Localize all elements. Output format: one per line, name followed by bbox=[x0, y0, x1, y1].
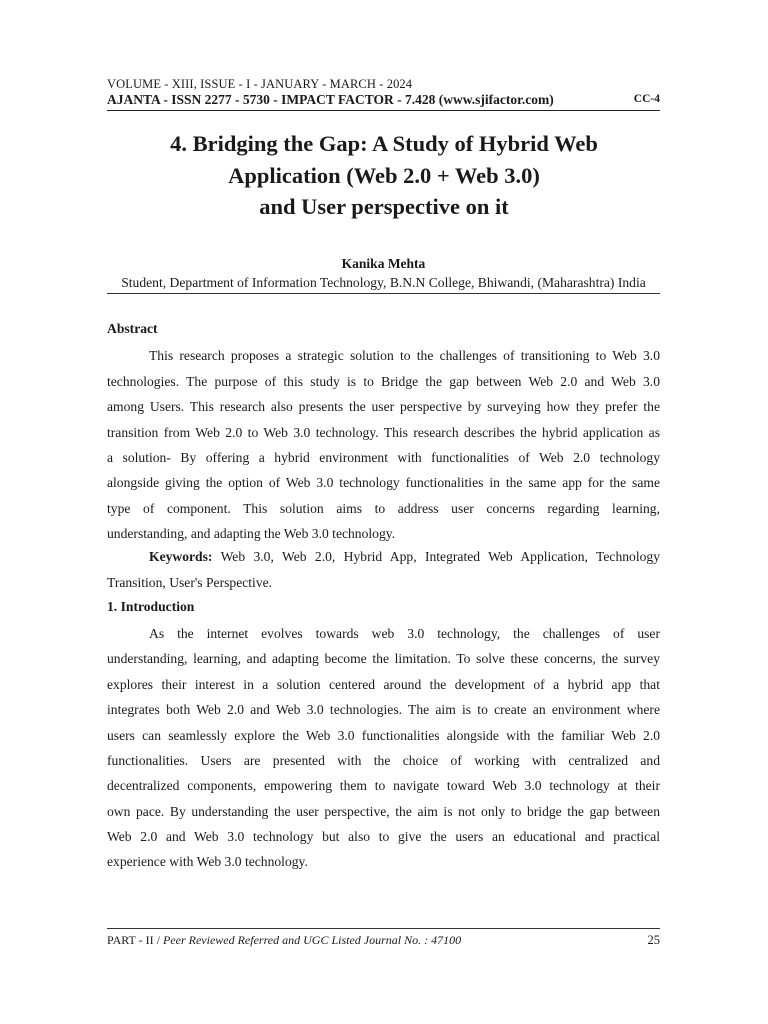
keywords-text: Web 3.0, Web 2.0, Hybrid App, Integrated Web Application, Technology bbox=[220, 549, 661, 564]
keywords-line-continued: Transition, User's Perspective. bbox=[107, 575, 273, 590]
title-line-3: and User perspective on it bbox=[259, 194, 509, 219]
abstract-line: This research proposes a strategic solution to the challenges of transitioning to Web 3.0 bbox=[149, 348, 660, 363]
keywords-label: Keywords: bbox=[149, 549, 213, 564]
abstract-heading: Abstract bbox=[107, 321, 158, 336]
paper-title bbox=[100, 128, 668, 223]
footer-journal: Peer Reviewed Referred and UGC Listed Journal No. : 47100 bbox=[162, 933, 462, 947]
introduction-line: decentralized components, empowering them to navigate toward Web 3.0 technology at their bbox=[107, 778, 660, 793]
abstract-line: type of component. This solution aims to address user concerns regarding learning, bbox=[107, 501, 660, 516]
introduction-line: users can seamlessly explore the Web 3.0 functionalities alongside with the familiar Web 2.0 bbox=[107, 728, 660, 743]
abstract-line: alongside giving the option of Web 3.0 technology functionalities in the same app for the same bbox=[107, 475, 660, 490]
introduction-line: Web 2.0 and Web 3.0 technology but also to give the users an educational and practical bbox=[107, 829, 660, 844]
introduction-line: explores their interest in a solution centered around the development of a hybrid app that bbox=[107, 677, 660, 692]
footer-divider bbox=[107, 928, 660, 929]
introduction-heading: 1. Introduction bbox=[107, 599, 195, 614]
introduction-line: integrates both Web 2.0 and Web 3.0 technologies. The aim is to create an environment where bbox=[107, 702, 660, 717]
affiliation-divider bbox=[107, 293, 660, 294]
volume-line: VOLUME - XIII, ISSUE - I - JANUARY - MARCH - 2024 bbox=[107, 77, 413, 91]
introduction-line: own pace. By understanding the user perspective, the aim is not only to bridge the gap between bbox=[107, 804, 660, 819]
chapter-code: CC-4 bbox=[633, 93, 660, 105]
title-line-2: Application (Web 2.0 + Web 3.0) bbox=[228, 162, 540, 188]
abstract-line: among Users. This research also presents the user perspective by surveying how they prefer the bbox=[107, 399, 660, 414]
introduction-line: understanding, learning, and adapting become the limitation. To solve these concerns, the survey bbox=[107, 651, 660, 666]
abstract-line: technologies. The purpose of this study is to Bridge the gap between Web 2.0 and Web 3.0 bbox=[107, 374, 660, 389]
abstract-line: transition from Web 2.0 to Web 3.0 technology. This research describes the hybrid application as bbox=[107, 425, 660, 440]
keywords-line bbox=[149, 548, 660, 565]
abstract-line: understanding, and adapting the Web 3.0 technology. bbox=[107, 526, 396, 541]
author-affiliation: Student, Department of Information Technology, B.N.N College, Bhiwandi, (Maharashtra) India bbox=[121, 275, 646, 290]
page-footer bbox=[107, 933, 660, 948]
title-line-1: 4. Bridging the Gap: A Study of Hybrid Web bbox=[170, 131, 598, 156]
introduction-line: functionalities. Users are presented with the choice of working with centralized and bbox=[107, 753, 660, 768]
journal-info: AJANTA - ISSN 2277 - 5730 - IMPACT FACTOR - 7.428 (www.sjifactor.com) bbox=[107, 92, 554, 107]
author-name: Kanika Mehta bbox=[341, 256, 426, 271]
introduction-line: As the internet evolves towards web 3.0 technology, the challenges of user bbox=[149, 626, 660, 641]
journal-line bbox=[107, 92, 660, 108]
header-divider bbox=[107, 110, 660, 111]
introduction-line: experience with Web 3.0 technology. bbox=[107, 854, 308, 869]
page-number: 25 bbox=[647, 933, 660, 947]
footer-part: PART - II / bbox=[107, 933, 163, 947]
abstract-line: a solution- By offering a hybrid environment with functionalities of Web 2.0 technology bbox=[107, 450, 660, 465]
